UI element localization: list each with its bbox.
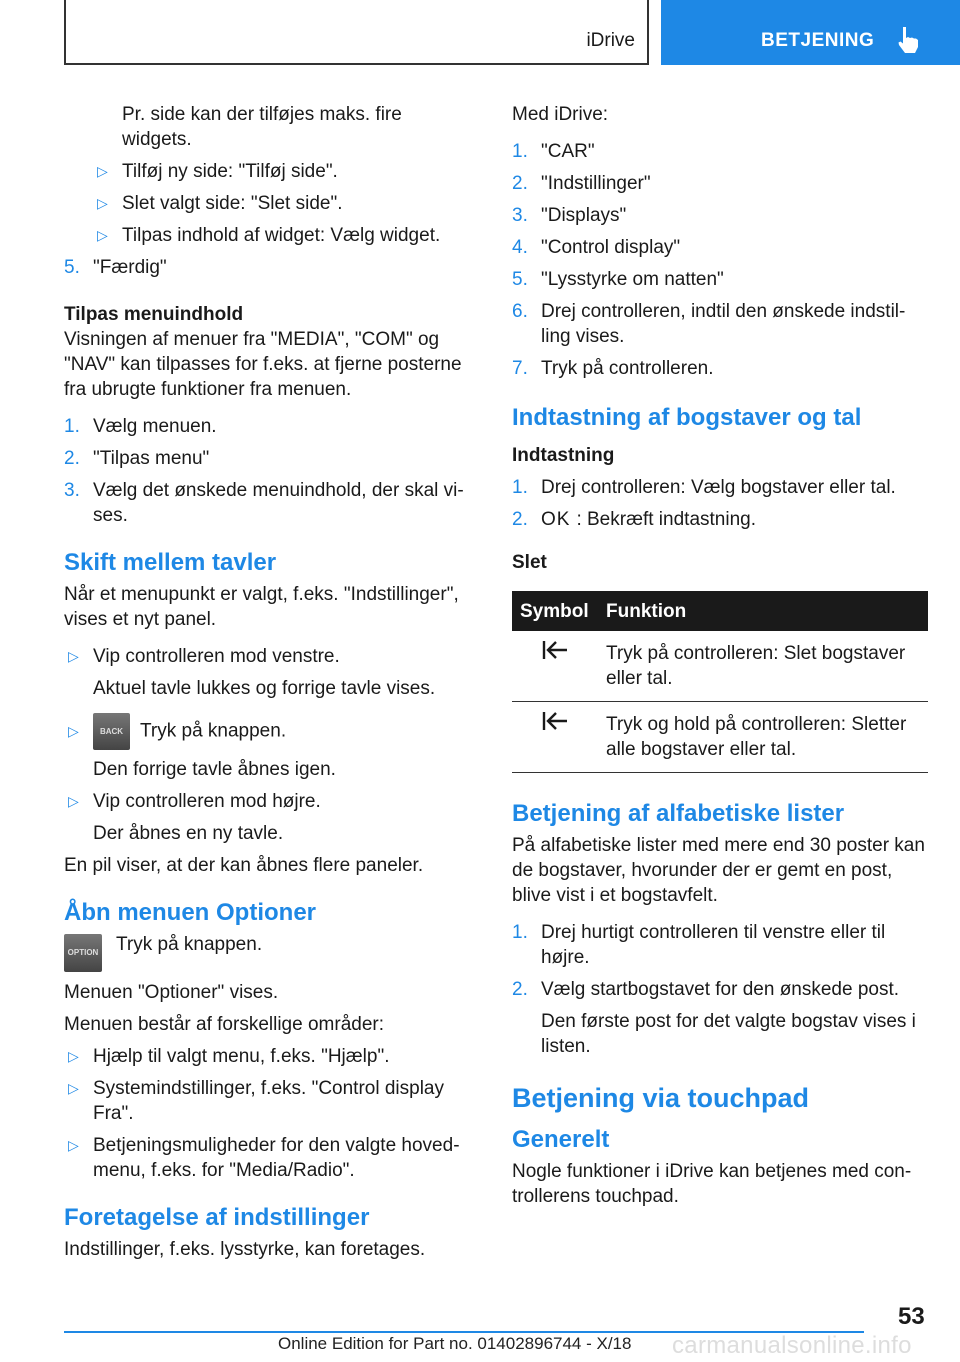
bullet-triangle-icon: ▷ — [68, 1080, 79, 1096]
idrive-intro: Med iDrive: — [512, 104, 609, 125]
numbered-step: 3. Vælg det ønskede menuindhold, der skal vises. — [64, 480, 464, 526]
watermark: carmanualsonline.info — [672, 1332, 912, 1359]
bullet-triangle-icon: ▷ — [68, 793, 79, 809]
touchpad-heading: Betjening via touchpad — [512, 1083, 810, 1113]
tilpas-paragraph: Visningen af menuer fra "MEDIA", "COM" og "NAV" kan tilpasses for f.eks. at fjerne posterne fra ubrugte funktioner fra menuen. — [64, 329, 462, 400]
symbol-table — [512, 591, 928, 773]
option-p2: Menuen består af forskellige områder: — [64, 1014, 384, 1035]
option-row — [64, 932, 476, 972]
numbered-step: 6. Drej controlleren, indtil den ønskede indstilling vises. — [512, 301, 906, 347]
numbered-step: 1. Vælg menuen. — [64, 416, 217, 437]
footer-edition: Online Edition for Part no. 01402896744 - X/18 — [278, 1334, 632, 1353]
numbered-step: 3. "Displays" — [512, 205, 627, 226]
numbered-step: 4. "Control display" — [512, 237, 681, 258]
slet-subheading: Slet — [512, 552, 547, 573]
left-column — [64, 102, 476, 1262]
ok-icon: OK — [541, 509, 571, 530]
delete-back-arrow-icon — [541, 710, 569, 732]
alfa-heading: Betjening af alfabetiske lister — [512, 800, 845, 827]
numbered-step: 7. Tryk på controlleren. — [512, 358, 714, 379]
bullet-triangle-icon: ▷ — [97, 195, 108, 211]
table-row — [512, 631, 928, 702]
numbered-step: 1. Drej hurtigt controlleren til venstre eller til højre. — [512, 922, 886, 968]
list-item: ▷ Slet valgt side: "Slet side". — [97, 193, 343, 214]
list-item: ▷ Tilpas indhold af widget: Vælg widget. — [97, 225, 441, 246]
bullet-triangle-icon: ▷ — [97, 163, 108, 179]
option-p1: Menuen "Optioner" vises. — [64, 982, 279, 1003]
bullet-triangle-icon: ▷ — [68, 1137, 79, 1153]
numbered-step: 2. "Indstillinger" — [512, 173, 651, 194]
skift-paragraph: Når et menupunkt er valgt, f.eks. "Indstillinger", vises et nyt panel. — [64, 584, 459, 630]
numbered-step: 1. "CAR" — [512, 141, 595, 162]
list-item: ▷ Tilføj ny side: "Tilføj side". — [97, 161, 338, 182]
table-header-funktion: Funktion — [598, 591, 928, 631]
indtast-subheading: Indtastning — [512, 445, 615, 466]
table-cell-funktion: Tryk og hold på controlleren: Sletter alle bogstaver eller tal. — [598, 702, 928, 773]
right-column — [512, 102, 928, 1209]
header-chapter-label: BETJENING — [761, 30, 875, 51]
numbered-step: 2. OK : Bekræft indtastning. — [512, 509, 756, 530]
list-item: ▷ BACK Tryk på knappen. Den forrige tavle åbnes igen. — [64, 713, 476, 782]
indtast-heading: Indtastning af bogstaver og tal — [512, 404, 862, 431]
option-button-icon: OPTION — [64, 934, 102, 972]
pointing-hand-icon — [895, 25, 921, 55]
header-chapter-box — [661, 0, 960, 65]
numbered-step: 2. Vælg startbogstavet for den ønskede post. Den første post for det valgte bogstav vises i listen. — [512, 979, 916, 1057]
skift-heading: Skift mellem tavler — [64, 549, 277, 576]
option-press: Tryk på knappen. — [116, 934, 263, 955]
page-number: 53 — [898, 1303, 925, 1330]
option-heading: Åbn menuen Optioner — [64, 899, 316, 926]
generelt-paragraph: Nogle funktioner i iDrive kan betjenes med controllerens touchpad. — [512, 1161, 912, 1207]
generelt-heading: Generelt — [512, 1126, 610, 1153]
bullet-triangle-icon: ▷ — [68, 1048, 79, 1064]
numbered-step: 2. "Tilpas menu" — [64, 448, 210, 469]
skift-end: En pil viser, at der kan åbnes flere paneler. — [64, 855, 424, 876]
list-item: ▷ Hjælp til valgt menu, f.eks. "Hjælp". — [68, 1046, 390, 1067]
header-section-label: iDrive — [586, 30, 635, 51]
table-header-symbol: Symbol — [512, 591, 598, 631]
delete-back-arrow-icon — [541, 639, 569, 661]
numbered-step: 5. "Lysstyrke om natten" — [512, 269, 724, 290]
table-cell-funktion: Tryk på controlleren: Slet bogstaver eller tal. — [598, 631, 928, 702]
list-item: ▷ Systemindstillinger, f.eks. "Control display Fra". — [68, 1078, 444, 1124]
list-item: ▷ Vip controlleren mod højre. Der åbnes en ny tavle. — [68, 791, 321, 844]
bullet-triangle-icon: ▷ — [97, 227, 108, 243]
table-row — [512, 702, 928, 773]
indst-paragraph: Indstillinger, f.eks. lysstyrke, kan foretages. — [64, 1239, 426, 1260]
table-header-row — [512, 591, 928, 631]
numbered-step: 1. Drej controlleren: Vælg bogstaver eller tal. — [512, 477, 896, 498]
numbered-step: 5. "Færdig" — [64, 257, 167, 278]
header-section-box — [64, 0, 649, 65]
back-button-icon: BACK — [93, 713, 130, 750]
tilpas-heading: Tilpas menuindhold — [64, 304, 244, 325]
bullet-triangle-icon: ▷ — [68, 723, 79, 739]
bullet-triangle-icon: ▷ — [68, 648, 79, 664]
alfa-paragraph: På alfabetiske lister med mere end 30 poster kan de bogstaver, hvorunder der er gemt en post, blive vist i et bogstavfelt. — [512, 835, 925, 906]
widget-intro: Pr. side kan der tilføjes maks. fire widgets. — [122, 104, 402, 150]
indst-heading: Foretagelse af indstillinger — [64, 1204, 370, 1231]
list-item: ▷ Betjeningsmuligheder for den valgte hovedmenu, f.eks. for "Media/Radio". — [68, 1135, 460, 1181]
list-item: ▷ Vip controlleren mod venstre. Aktuel tavle lukkes og forrige tavle vises. — [68, 646, 436, 699]
